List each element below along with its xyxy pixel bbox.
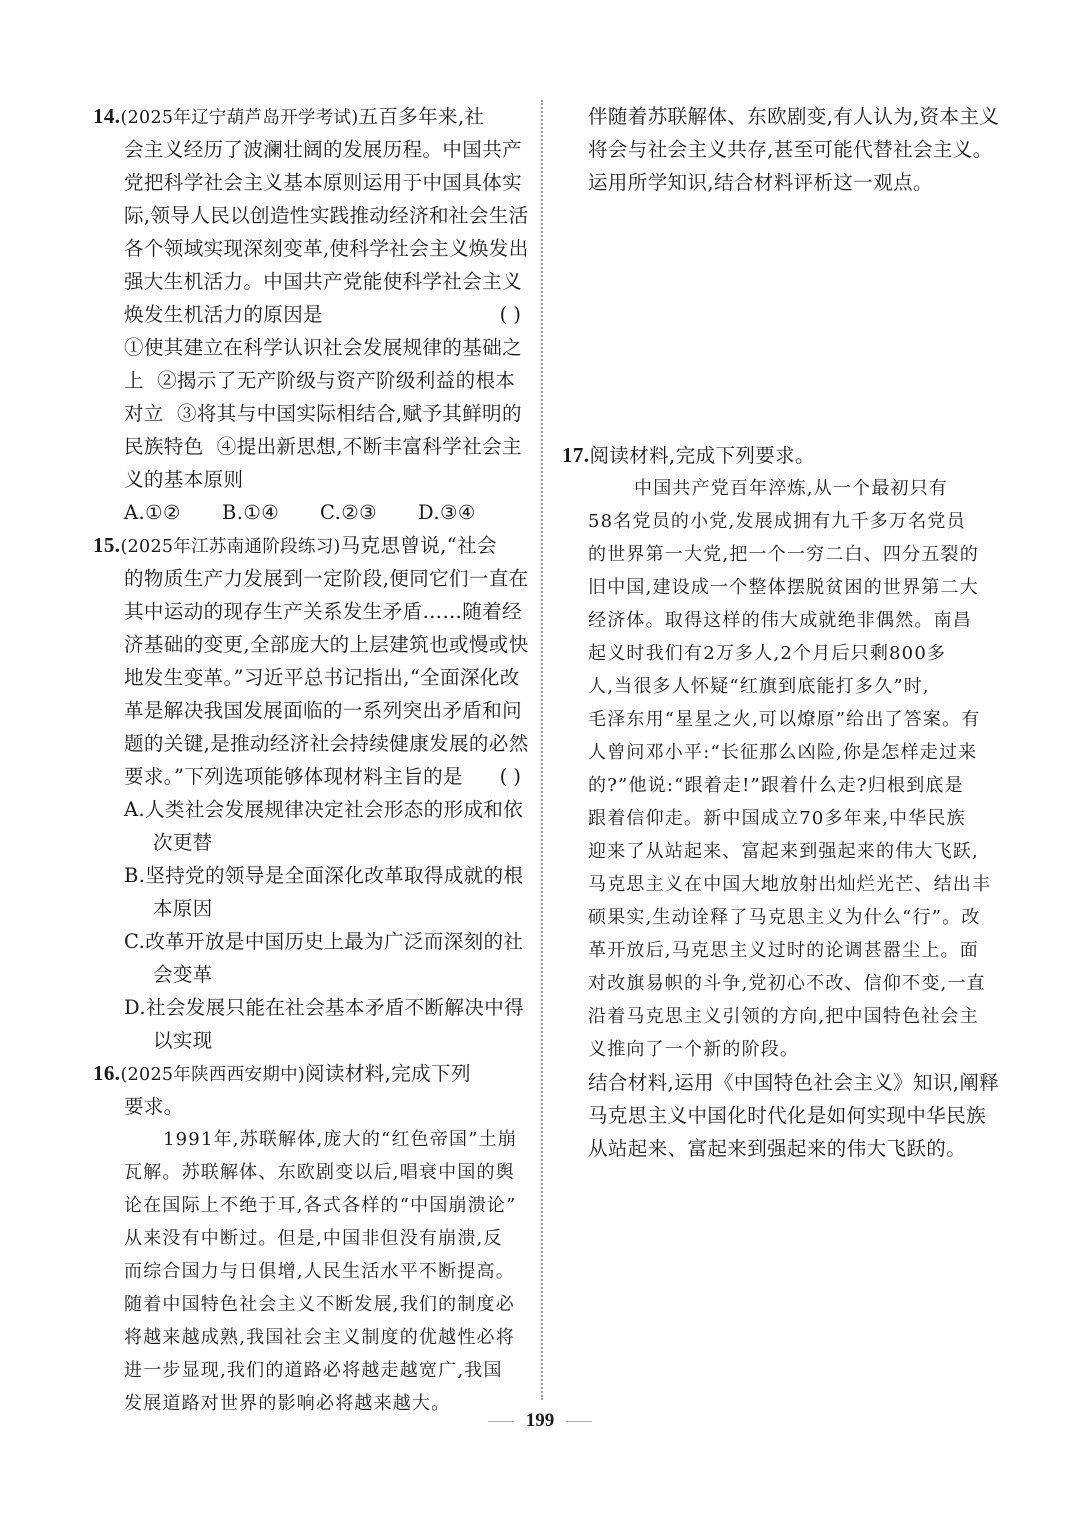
footer-dash-right [566,1421,592,1422]
question-text: 结合材料,运用《中国特色社会主义》知识,阐释 [588,1071,1000,1094]
option-b: B.坚持党的领导是全面深化改革取得成就的根 [124,864,524,887]
material-text: 沿着马克思主义引领的方向,把中国特色社会主 [588,1006,979,1027]
statement: 对立 ③将其与中国实际相结合,赋予其鲜明的 [124,402,522,425]
question-text: 题的关键,是推动经济社会持续健康发展的必然 [124,732,529,755]
right-column [562,100,1000,1165]
material-text: 的?”他说:“跟着走!”跟着什么走?归根到底是 [588,775,964,796]
question-text: 会主义经历了波澜壮阔的发展历程。中国共产 [124,138,523,161]
statement: ①使其建立在科学认识社会发展规律的基础之 [124,336,523,359]
left-column [93,100,529,1420]
question-number: 15. [93,533,121,557]
option-a-cont: 次更替 [153,831,213,854]
material-text: 1991年,苏联解体,庞大的“红色帝国”土崩 [163,1129,518,1150]
question-text: 马克思主义中国化时代化是如何实现中华民族 [588,1104,987,1127]
footer-dash-left [488,1421,514,1422]
question-text: 济基础的变更,全部庞大的上层建筑也或慢或快 [124,633,529,656]
answer-space [562,199,994,439]
question-number: 14. [93,104,121,128]
question-text: 运用所学知识,结合材料评析这一观点。 [588,171,933,194]
choice-b: B.①④ [222,501,280,524]
material-text: 人,当很多人怀疑“红旗到底能打多久”时, [588,676,930,697]
option-b-cont: 本原因 [153,897,213,920]
column-divider [541,100,543,1400]
question-15 [93,529,529,1057]
material-text: 将越来越成熟,我国社会主义制度的优越性必将 [124,1327,515,1348]
material-text: 人曾问邓小平:“长征那么凶险,你是怎样走过来 [588,742,978,763]
question-text: 阅读材料,完成下列要求。 [589,444,815,467]
option-c-cont: 会变革 [153,963,213,986]
question-16 [93,1057,523,1420]
material-text: 迎来了从站起来、富起来到强起来的伟大飞跃, [588,841,979,862]
question-text: 际,领导人民以创造性实践推动经济和社会生活 [124,204,529,227]
statement: 民族特色 ④提出新思想,不断丰富科学社会主 [124,435,522,458]
question-text: 焕发生机活力的原因是 [124,303,324,326]
question-text: 各个领域实现深刻变革,使科学社会主义焕发出 [124,237,529,260]
question-text: 要求。”下列选项能够体现材料主旨的是 [124,765,463,788]
material-text: 论在国际上不绝于耳,各式各样的“中国崩溃论” [124,1195,517,1216]
question-text: 阅读材料,完成下列 [305,1062,471,1085]
question-source: (2025年江苏南通阶段练习) [120,537,341,557]
material-text: 对改旗易帜的斗争,党初心不改、信仰不变,一直 [588,973,986,994]
material-text: 旧中国,建设成一个整体摆脱贫困的世界第二大 [588,577,979,598]
page-number-footer [0,1410,1080,1432]
question-text: 五百多年来,社 [358,105,485,128]
option-d: D.社会发展只能在社会基本矛盾不断解决中得 [124,996,525,1019]
material-text: 而综合国力与日俱增,人民生活水平不断提高。 [124,1261,515,1282]
question-16-continued [562,100,1000,199]
question-number: 17. [562,443,590,467]
question-text: 伴随着苏联解体、东欧剧变,有人认为,资本主义 [588,105,1000,128]
option-d-cont: 以实现 [153,1029,213,1052]
material-text: 硕果实,生动诠释了马克思主义为什么“行”。改 [588,907,981,928]
question-text: 其中运动的现存生产关系发生矛盾……随着经 [124,600,523,623]
question-source: (2025年陕西西安期中) [120,1065,306,1085]
material-text: 革开放后,马克思主义过时的论调甚嚣尘上。面 [588,940,979,961]
option-a: A.人类社会发展规律决定社会形态的形成和依 [124,798,524,821]
question-source: (2025年辽宁葫芦岛开学考试) [120,108,359,128]
question-text: 党把科学社会主义基本原则运用于中国具体实 [124,171,523,194]
material-text: 毛泽东用“星星之火,可以燎原”给出了答案。有 [588,709,981,730]
question-text: 革是解决我国发展面临的一系列突出矛盾和问 [124,699,523,722]
statement: 义的基本原则 [124,468,244,491]
question-text: 马克思曾说,“社会 [340,534,497,557]
question-text: 地发生变革。”习近平总书记指出,“全面深化改 [124,666,520,689]
material-text: 进一步显现,我们的道路必将越走越宽广,我国 [124,1360,503,1381]
answer-bracket: ( ) [499,765,521,788]
material-text: 起义时我们有2万多人,2个月后只剩800多 [588,643,947,664]
question-text: 强大生机活力。中国共产党能使科学社会主义 [124,270,523,293]
material-text: 58名党员的小党,发展成拥有九千多万名党员 [588,511,966,532]
material-text: 从来没有中断过。但是,中国非但没有崩溃,反 [124,1228,503,1249]
question-17 [562,439,1000,1165]
material-text: 随着中国特色社会主义不断发展,我们的制度必 [124,1294,515,1315]
question-text: 将会与社会主义共存,甚至可能代替社会主义。 [588,138,993,161]
choice-a: A.①② [124,501,181,524]
material-text: 跟着信仰走。新中国成立70多年来,中华民族 [588,808,966,829]
statement: 上 ②揭示了无产阶级与资产阶级利益的根本 [124,369,516,392]
material-text: 中国共产党百年淬炼,从一个最初只有 [634,478,949,499]
material-text: 马克思主义在中国大地放射出灿烂光芒、结出丰 [588,874,992,895]
choice-d: D.③④ [418,501,476,524]
question-text: 从站起来、富起来到强起来的伟大飞跃的。 [588,1137,967,1160]
material-text: 发展道路对世界的影响必将越来越大。 [124,1393,451,1414]
answer-bracket: ( ) [499,303,521,326]
question-number: 16. [93,1061,121,1085]
question-text: 的物质生产力发展到一定阶段,便同它们一直在 [124,567,529,590]
material-text: 瓦解。苏联解体、东欧剧变以后,唱衰中国的舆 [124,1162,515,1183]
choice-c: C.②③ [320,501,377,524]
question-14 [93,100,529,529]
material-text: 经济体。取得这样的伟大成就绝非偶然。南昌 [588,610,972,631]
choices-row [93,496,523,529]
page-number: 199 [525,1410,555,1431]
question-text: 要求。 [124,1095,184,1118]
material-text: 的世界第一大党,把一个一穷二白、四分五裂的 [588,544,979,565]
option-c: C.改革开放是中国历史上最为广泛而深刻的社 [124,930,524,953]
material-text: 义推向了一个新的阶段。 [588,1039,800,1060]
